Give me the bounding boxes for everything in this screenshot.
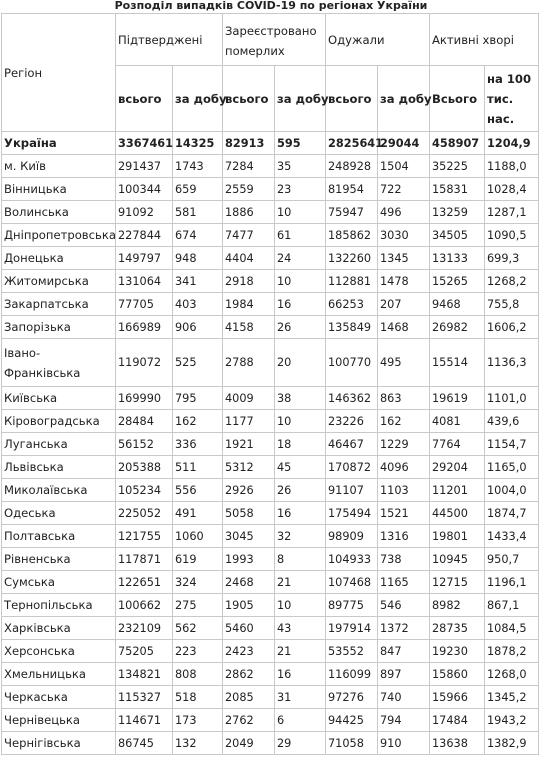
header-confirmed-day: за добу xyxy=(173,66,223,132)
cell-region: Сумська xyxy=(2,571,116,594)
cell-region: м. Київ xyxy=(2,155,116,178)
cell-recovered-day: 794 xyxy=(378,709,430,732)
cell-recovered-day: 740 xyxy=(378,686,430,709)
cell-deaths-day: 18 xyxy=(275,433,326,456)
cell-confirmed-day: 173 xyxy=(173,709,223,732)
table-row xyxy=(2,178,539,201)
cell-deaths-total: 5312 xyxy=(223,456,275,479)
cell-deaths-day: 43 xyxy=(275,617,326,640)
cell-active-per-100k: 1345,2 xyxy=(485,686,539,709)
table-row xyxy=(2,502,539,525)
cell-region: Харківська xyxy=(2,617,116,640)
cell-confirmed-day: 906 xyxy=(173,316,223,339)
cell-confirmed-day: 619 xyxy=(173,548,223,571)
cell-confirmed-total: 149797 xyxy=(116,247,173,270)
cell-active-per-100k: 1136,3 xyxy=(485,339,539,387)
cell-deaths-total: 2788 xyxy=(223,339,275,387)
cell-active-total: 10945 xyxy=(430,548,485,571)
cell-recovered-total: 197914 xyxy=(326,617,378,640)
cell-confirmed-total: 100662 xyxy=(116,594,173,617)
cell-deaths-total: 2926 xyxy=(223,479,275,502)
cell-active-total: 13259 xyxy=(430,201,485,224)
cell-region: Луганська xyxy=(2,433,116,456)
table-row xyxy=(2,479,539,502)
cell-active-total: 15966 xyxy=(430,686,485,709)
cell-recovered-total: 91107 xyxy=(326,479,378,502)
cell-recovered-day: 4096 xyxy=(378,456,430,479)
cell-confirmed-total: 28484 xyxy=(116,410,173,433)
cell-confirmed-total: 115327 xyxy=(116,686,173,709)
cell-recovered-day: 1103 xyxy=(378,479,430,502)
cell-region: Херсонська xyxy=(2,640,116,663)
cell-deaths-total: 3045 xyxy=(223,525,275,548)
cell-deaths-total: 2918 xyxy=(223,270,275,293)
cell-recovered-total: 135849 xyxy=(326,316,378,339)
cell-active-per-100k: 1165,0 xyxy=(485,456,539,479)
cell-active-total: 35225 xyxy=(430,155,485,178)
table-row xyxy=(2,293,539,316)
cell-confirmed-day: 223 xyxy=(173,640,223,663)
cell-confirmed-day: 511 xyxy=(173,456,223,479)
cell-deaths-day: 21 xyxy=(275,640,326,663)
cell-recovered-total: 23226 xyxy=(326,410,378,433)
cell-active-total: 12715 xyxy=(430,571,485,594)
cell-deaths-day: 32 xyxy=(275,525,326,548)
cell-active-total: 29204 xyxy=(430,456,485,479)
cell-active-total: 7764 xyxy=(430,433,485,456)
cell-confirmed-day: 581 xyxy=(173,201,223,224)
cell-active-per-100k: 1154,7 xyxy=(485,433,539,456)
cell-recovered-day: 1504 xyxy=(378,155,430,178)
cell-deaths-total: 1993 xyxy=(223,548,275,571)
cell-recovered-day: 207 xyxy=(378,293,430,316)
cell-recovered-total: 104933 xyxy=(326,548,378,571)
cell-confirmed-day: 562 xyxy=(173,617,223,640)
cell-recovered-total: 132260 xyxy=(326,247,378,270)
cell-recovered-day: 1468 xyxy=(378,316,430,339)
cell-recovered-day: 847 xyxy=(378,640,430,663)
cell-recovered-total: 66253 xyxy=(326,293,378,316)
cell-deaths-total: 1905 xyxy=(223,594,275,617)
header-recovered-total: всього xyxy=(326,66,378,132)
header-confirmed: Підтверджені xyxy=(116,14,223,66)
cell-active-per-100k: 1268,0 xyxy=(485,663,539,686)
cell-confirmed-total: 105234 xyxy=(116,479,173,502)
cell-region: Рівненська xyxy=(2,548,116,571)
table-row xyxy=(2,456,539,479)
cell-deaths-total: 1921 xyxy=(223,433,275,456)
cell-active-total: 26982 xyxy=(430,316,485,339)
cell-confirmed-day: 518 xyxy=(173,686,223,709)
cell-active-total: 15860 xyxy=(430,663,485,686)
cell-active-per-100k: 1606,2 xyxy=(485,316,539,339)
cell-recovered-total: 100770 xyxy=(326,339,378,387)
covid-regions-table xyxy=(1,13,539,755)
page-title: Розподіл випадків COVID-19 по регіонах України xyxy=(114,0,428,12)
cell-confirmed-total: 114671 xyxy=(116,709,173,732)
cell-region: Донецька xyxy=(2,247,116,270)
cell-deaths-day: 16 xyxy=(275,293,326,316)
cell-active-total: 4081 xyxy=(430,410,485,433)
cell-active-per-100k: 1943,2 xyxy=(485,709,539,732)
cell-active-per-100k: 1028,4 xyxy=(485,178,539,201)
cell-deaths-total: 5460 xyxy=(223,617,275,640)
cell-active-total: 19230 xyxy=(430,640,485,663)
table-row xyxy=(2,387,539,410)
cell-confirmed-total: 225052 xyxy=(116,502,173,525)
header-recovered: Одужали xyxy=(326,14,430,66)
cell-confirmed-total: 86745 xyxy=(116,732,173,755)
cell-deaths-total: 2085 xyxy=(223,686,275,709)
cell-confirmed-total: 227844 xyxy=(116,224,173,247)
cell-confirmed-day: 336 xyxy=(173,433,223,456)
cell-active-per-100k: 1874,7 xyxy=(485,502,539,525)
cell-active-per-100k: 1268,2 xyxy=(485,270,539,293)
cell-active-total: 13133 xyxy=(430,247,485,270)
cell-deaths-total: 82913 xyxy=(223,132,275,155)
cell-recovered-day: 29044 xyxy=(378,132,430,155)
cell-confirmed-total: 119072 xyxy=(116,339,173,387)
cell-recovered-total: 46467 xyxy=(326,433,378,456)
cell-confirmed-day: 1060 xyxy=(173,525,223,548)
table-row xyxy=(2,247,539,270)
cell-deaths-day: 45 xyxy=(275,456,326,479)
cell-recovered-total: 170872 xyxy=(326,456,378,479)
cell-active-per-100k: 439,6 xyxy=(485,410,539,433)
cell-recovered-total: 98909 xyxy=(326,525,378,548)
cell-active-total: 44500 xyxy=(430,502,485,525)
header-active-total: Всього xyxy=(430,66,485,132)
cell-recovered-total: 89775 xyxy=(326,594,378,617)
cell-active-total: 15265 xyxy=(430,270,485,293)
cell-confirmed-day: 324 xyxy=(173,571,223,594)
cell-recovered-day: 1229 xyxy=(378,433,430,456)
cell-confirmed-day: 795 xyxy=(173,387,223,410)
cell-deaths-total: 4404 xyxy=(223,247,275,270)
cell-recovered-day: 495 xyxy=(378,339,430,387)
cell-deaths-total: 2862 xyxy=(223,663,275,686)
cell-active-per-100k: 1188,0 xyxy=(485,155,539,178)
cell-recovered-total: 81954 xyxy=(326,178,378,201)
cell-active-total: 15514 xyxy=(430,339,485,387)
cell-active-per-100k: 1004,0 xyxy=(485,479,539,502)
cell-confirmed-total: 291437 xyxy=(116,155,173,178)
cell-region: Кіровоградська xyxy=(2,410,116,433)
table-row xyxy=(2,571,539,594)
header-confirmed-total: всього xyxy=(116,66,173,132)
cell-active-per-100k: 1204,9 xyxy=(485,132,539,155)
cell-confirmed-total: 3367461 xyxy=(116,132,173,155)
cell-region: Львівська xyxy=(2,456,116,479)
cell-confirmed-day: 556 xyxy=(173,479,223,502)
cell-recovered-total: 97276 xyxy=(326,686,378,709)
cell-confirmed-total: 166989 xyxy=(116,316,173,339)
cell-recovered-total: 75947 xyxy=(326,201,378,224)
cell-deaths-day: 29 xyxy=(275,732,326,755)
cell-region: Вінницька xyxy=(2,178,116,201)
cell-active-per-100k: 950,7 xyxy=(485,548,539,571)
cell-deaths-day: 38 xyxy=(275,387,326,410)
cell-recovered-total: 116099 xyxy=(326,663,378,686)
cell-recovered-day: 738 xyxy=(378,548,430,571)
cell-active-per-100k: 1287,1 xyxy=(485,201,539,224)
cell-recovered-day: 863 xyxy=(378,387,430,410)
cell-deaths-day: 6 xyxy=(275,709,326,732)
table-row xyxy=(2,224,539,247)
cell-confirmed-day: 525 xyxy=(173,339,223,387)
cell-recovered-day: 1345 xyxy=(378,247,430,270)
cell-confirmed-day: 808 xyxy=(173,663,223,686)
cell-recovered-day: 1372 xyxy=(378,617,430,640)
table-row xyxy=(2,732,539,755)
cell-confirmed-day: 275 xyxy=(173,594,223,617)
cell-recovered-day: 496 xyxy=(378,201,430,224)
cell-confirmed-total: 122651 xyxy=(116,571,173,594)
cell-confirmed-total: 131064 xyxy=(116,270,173,293)
table-row xyxy=(2,316,539,339)
cell-active-per-100k: 699,3 xyxy=(485,247,539,270)
cell-recovered-total: 107468 xyxy=(326,571,378,594)
cell-deaths-total: 1177 xyxy=(223,410,275,433)
cell-deaths-day: 10 xyxy=(275,594,326,617)
cell-deaths-day: 61 xyxy=(275,224,326,247)
cell-recovered-day: 3030 xyxy=(378,224,430,247)
cell-deaths-total: 2559 xyxy=(223,178,275,201)
header-recovered-day: за добу xyxy=(378,66,430,132)
cell-deaths-day: 20 xyxy=(275,339,326,387)
cell-confirmed-day: 341 xyxy=(173,270,223,293)
cell-confirmed-day: 162 xyxy=(173,410,223,433)
cell-recovered-day: 1521 xyxy=(378,502,430,525)
cell-deaths-day: 26 xyxy=(275,316,326,339)
cell-deaths-total: 2423 xyxy=(223,640,275,663)
cell-confirmed-day: 948 xyxy=(173,247,223,270)
cell-deaths-total: 5058 xyxy=(223,502,275,525)
table-row xyxy=(2,433,539,456)
cell-active-total: 19619 xyxy=(430,387,485,410)
cell-deaths-day: 16 xyxy=(275,502,326,525)
header-deaths-total: всього xyxy=(223,66,275,132)
cell-confirmed-total: 169990 xyxy=(116,387,173,410)
cell-deaths-total: 1984 xyxy=(223,293,275,316)
table-row xyxy=(2,617,539,640)
table-row xyxy=(2,410,539,433)
table-row xyxy=(2,201,539,224)
cell-recovered-day: 722 xyxy=(378,178,430,201)
cell-confirmed-total: 100344 xyxy=(116,178,173,201)
table-row xyxy=(2,640,539,663)
cell-deaths-total: 4009 xyxy=(223,387,275,410)
table-row xyxy=(2,339,539,387)
cell-region: Волинська xyxy=(2,201,116,224)
table-row xyxy=(2,548,539,571)
table-row xyxy=(2,709,539,732)
cell-deaths-total: 7477 xyxy=(223,224,275,247)
cell-active-total: 13638 xyxy=(430,732,485,755)
cell-recovered-total: 53552 xyxy=(326,640,378,663)
cell-region: Івано-Франківська xyxy=(2,339,116,387)
cell-active-total: 458907 xyxy=(430,132,485,155)
cell-recovered-total: 248928 xyxy=(326,155,378,178)
cell-confirmed-total: 134821 xyxy=(116,663,173,686)
cell-recovered-day: 897 xyxy=(378,663,430,686)
cell-active-per-100k: 1090,5 xyxy=(485,224,539,247)
cell-confirmed-day: 1743 xyxy=(173,155,223,178)
cell-deaths-day: 23 xyxy=(275,178,326,201)
cell-deaths-total: 4158 xyxy=(223,316,275,339)
cell-active-per-100k: 1084,5 xyxy=(485,617,539,640)
table-row xyxy=(2,594,539,617)
cell-region: Полтавська xyxy=(2,525,116,548)
cell-region: Київська xyxy=(2,387,116,410)
cell-confirmed-total: 205388 xyxy=(116,456,173,479)
header-region: Регіон xyxy=(2,14,116,132)
cell-active-per-100k: 1433,4 xyxy=(485,525,539,548)
cell-confirmed-total: 121755 xyxy=(116,525,173,548)
cell-active-per-100k: 1196,1 xyxy=(485,571,539,594)
table-row xyxy=(2,525,539,548)
cell-active-total: 8982 xyxy=(430,594,485,617)
cell-recovered-day: 1316 xyxy=(378,525,430,548)
cell-active-per-100k: 1878,2 xyxy=(485,640,539,663)
cell-deaths-day: 26 xyxy=(275,479,326,502)
header-active-per-100k: на 100 тис. нас. xyxy=(485,66,539,132)
cell-deaths-day: 8 xyxy=(275,548,326,571)
cell-region: Дніпропетровська xyxy=(2,224,116,247)
cell-deaths-total: 1886 xyxy=(223,201,275,224)
cell-region: Житомирська xyxy=(2,270,116,293)
cell-confirmed-day: 674 xyxy=(173,224,223,247)
cell-region: Запорізька xyxy=(2,316,116,339)
header-row-groups xyxy=(2,14,539,66)
cell-confirmed-total: 56152 xyxy=(116,433,173,456)
cell-active-total: 15831 xyxy=(430,178,485,201)
table-body xyxy=(2,132,539,755)
cell-confirmed-day: 659 xyxy=(173,178,223,201)
cell-region: Хмельницька xyxy=(2,663,116,686)
cell-active-total: 9468 xyxy=(430,293,485,316)
cell-confirmed-day: 491 xyxy=(173,502,223,525)
cell-active-total: 19801 xyxy=(430,525,485,548)
cell-confirmed-total: 75205 xyxy=(116,640,173,663)
cell-active-per-100k: 1382,9 xyxy=(485,732,539,755)
cell-region: Миколаївська xyxy=(2,479,116,502)
cell-recovered-total: 112881 xyxy=(326,270,378,293)
cell-deaths-total: 7284 xyxy=(223,155,275,178)
cell-deaths-day: 21 xyxy=(275,571,326,594)
cell-deaths-day: 10 xyxy=(275,201,326,224)
cell-active-per-100k: 1101,0 xyxy=(485,387,539,410)
cell-deaths-day: 35 xyxy=(275,155,326,178)
cell-recovered-day: 1478 xyxy=(378,270,430,293)
cell-active-per-100k: 867,1 xyxy=(485,594,539,617)
header-deaths-day: за добу xyxy=(275,66,326,132)
table-row xyxy=(2,686,539,709)
total-row xyxy=(2,132,539,155)
cell-confirmed-total: 232109 xyxy=(116,617,173,640)
cell-active-total: 17484 xyxy=(430,709,485,732)
cell-recovered-day: 546 xyxy=(378,594,430,617)
cell-active-per-100k: 755,8 xyxy=(485,293,539,316)
cell-recovered-day: 1165 xyxy=(378,571,430,594)
cell-deaths-day: 10 xyxy=(275,410,326,433)
cell-region: Закарпатська xyxy=(2,293,116,316)
cell-active-total: 11201 xyxy=(430,479,485,502)
cell-region: Україна xyxy=(2,132,116,155)
cell-confirmed-day: 403 xyxy=(173,293,223,316)
cell-recovered-total: 185862 xyxy=(326,224,378,247)
table-row xyxy=(2,663,539,686)
table-row xyxy=(2,155,539,178)
cell-recovered-day: 162 xyxy=(378,410,430,433)
header-deaths: Зареєстровано померлих xyxy=(223,14,326,66)
cell-deaths-day: 595 xyxy=(275,132,326,155)
cell-region: Черкаська xyxy=(2,686,116,709)
cell-recovered-total: 175494 xyxy=(326,502,378,525)
cell-confirmed-day: 132 xyxy=(173,732,223,755)
cell-recovered-total: 146362 xyxy=(326,387,378,410)
header-active: Активні хворі xyxy=(430,14,539,66)
cell-recovered-day: 910 xyxy=(378,732,430,755)
cell-region: Тернопільська xyxy=(2,594,116,617)
cell-recovered-total: 94425 xyxy=(326,709,378,732)
cell-recovered-total: 2825641 xyxy=(326,132,378,155)
cell-deaths-total: 2468 xyxy=(223,571,275,594)
cell-confirmed-total: 77705 xyxy=(116,293,173,316)
cell-deaths-day: 31 xyxy=(275,686,326,709)
cell-active-total: 28735 xyxy=(430,617,485,640)
cell-deaths-day: 16 xyxy=(275,663,326,686)
cell-deaths-day: 24 xyxy=(275,247,326,270)
cell-recovered-total: 71058 xyxy=(326,732,378,755)
table-row xyxy=(2,270,539,293)
cell-confirmed-day: 14325 xyxy=(173,132,223,155)
cell-region: Одеська xyxy=(2,502,116,525)
cell-active-total: 34505 xyxy=(430,224,485,247)
cell-confirmed-total: 117871 xyxy=(116,548,173,571)
cell-deaths-day: 10 xyxy=(275,270,326,293)
cell-deaths-total: 2049 xyxy=(223,732,275,755)
cell-region: Чернігівська xyxy=(2,732,116,755)
cell-confirmed-total: 91092 xyxy=(116,201,173,224)
cell-deaths-total: 2762 xyxy=(223,709,275,732)
cell-region: Чернівецька xyxy=(2,709,116,732)
